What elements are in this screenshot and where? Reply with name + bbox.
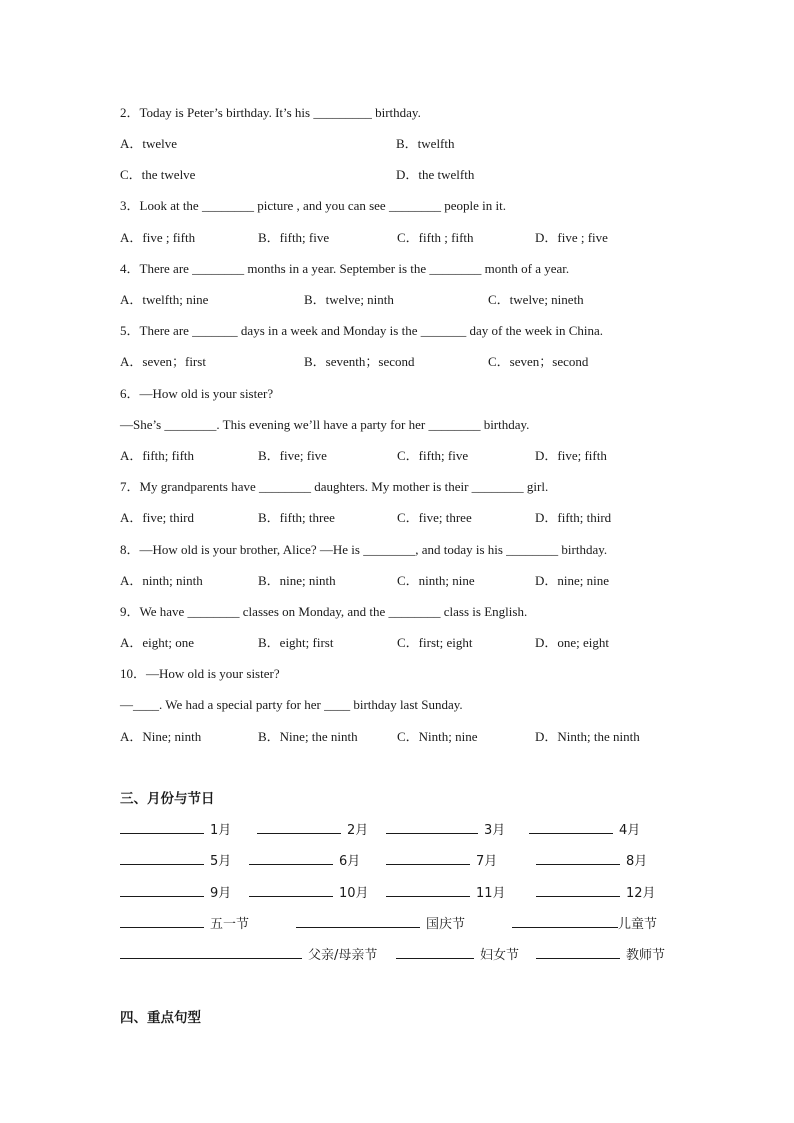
festival-label: 儿童节 bbox=[618, 917, 658, 932]
festival-label: 父亲/母亲节 bbox=[308, 948, 378, 963]
question-6-line2: —She’s ________. This evening we’ll have a party for her ________ birthday. bbox=[120, 417, 530, 432]
option: A．Nine; ninth bbox=[120, 729, 202, 744]
option: B．eight; first bbox=[258, 635, 334, 650]
option: A．eight; one bbox=[120, 635, 195, 650]
option: D．Ninth; the ninth bbox=[535, 729, 640, 744]
month-label: 1月 bbox=[210, 823, 232, 838]
festival-label: 五一节 bbox=[210, 917, 250, 932]
option: D．one; eight bbox=[535, 635, 610, 650]
option: C．twelve; nineth bbox=[488, 292, 584, 307]
option: A．five ; fifth bbox=[120, 230, 196, 245]
festivals-row-1 bbox=[120, 915, 680, 933]
option: C．fifth ; fifth bbox=[397, 230, 474, 245]
month-label: 11月 bbox=[476, 886, 506, 901]
options-6 bbox=[120, 447, 680, 465]
month-label: 6月 bbox=[339, 854, 361, 869]
festivals-row-2 bbox=[120, 946, 680, 964]
month-label: 5月 bbox=[210, 854, 232, 869]
question-10: 10．—How old is your sister? bbox=[120, 666, 280, 681]
option: A．seven；first bbox=[120, 354, 206, 369]
month-label: 7月 bbox=[476, 854, 498, 869]
option: D．the twelfth bbox=[396, 167, 475, 182]
options-10 bbox=[120, 728, 680, 746]
option: D．fifth; third bbox=[535, 510, 612, 525]
question-5: 5．There are _______ days in a week and Monday is the _______ day of the week in China. bbox=[120, 323, 604, 338]
question-4: 4．There are ________ months in a year. September is the ________ month of a year. bbox=[120, 261, 570, 276]
option: C．first; eight bbox=[397, 635, 473, 650]
months-row-3 bbox=[120, 884, 680, 902]
festival-label: 国庆节 bbox=[426, 917, 466, 932]
option: B．five; five bbox=[258, 448, 327, 463]
section-4-title: 四、重点句型 bbox=[120, 1010, 201, 1026]
options-3 bbox=[120, 229, 680, 247]
options-4 bbox=[120, 291, 680, 309]
question-10-line2: —____. We had a special party for her ____ birthday last Sunday. bbox=[120, 697, 463, 712]
months-row-1 bbox=[120, 821, 680, 839]
option: D．five ; five bbox=[535, 230, 608, 245]
option: A．twelve bbox=[120, 136, 178, 151]
options-2 bbox=[120, 135, 680, 153]
option: B．fifth; five bbox=[258, 230, 330, 245]
option: C．five; three bbox=[397, 510, 472, 525]
month-label: 8月 bbox=[626, 854, 648, 869]
option: B．seventh；second bbox=[304, 354, 415, 369]
option: D．nine; nine bbox=[535, 573, 610, 588]
question-7: 7．My grandparents have ________ daughters. My mother is their ________ girl. bbox=[120, 479, 549, 494]
option: C．fifth; five bbox=[397, 448, 469, 463]
month-label: 2月 bbox=[347, 823, 369, 838]
option: A．fifth; fifth bbox=[120, 448, 195, 463]
question-3: 3．Look at the ________ picture , and you can see ________ people in it. bbox=[120, 198, 506, 213]
option: C．seven；second bbox=[488, 354, 589, 369]
month-label: 12月 bbox=[626, 886, 656, 901]
section-3-title: 三、月份与节日 bbox=[120, 791, 215, 807]
option: A．twelfth; nine bbox=[120, 292, 209, 307]
month-label: 10月 bbox=[339, 886, 369, 901]
option: B．twelve; ninth bbox=[304, 292, 394, 307]
options-7 bbox=[120, 509, 680, 527]
option: C．ninth; nine bbox=[397, 573, 475, 588]
festival-label: 教师节 bbox=[626, 948, 666, 963]
option: A．ninth; ninth bbox=[120, 573, 203, 588]
option: D．five; fifth bbox=[535, 448, 607, 463]
option: C．the twelve bbox=[120, 167, 196, 182]
options-9 bbox=[120, 634, 680, 652]
option: B．Nine; the ninth bbox=[258, 729, 358, 744]
option: B．nine; ninth bbox=[258, 573, 336, 588]
question-8: 8．—How old is your brother, Alice? —He is ________, and today is his ________ birthday. bbox=[120, 542, 608, 557]
option: C．Ninth; nine bbox=[397, 729, 478, 744]
question-2: 2．Today is Peter’s birthday. It’s his _________ birthday. bbox=[120, 105, 421, 120]
month-label: 4月 bbox=[619, 823, 641, 838]
festival-label: 妇女节 bbox=[480, 948, 520, 963]
option: A．five; third bbox=[120, 510, 195, 525]
option: B．fifth; three bbox=[258, 510, 335, 525]
month-label: 3月 bbox=[484, 823, 506, 838]
months-row-2 bbox=[120, 852, 680, 870]
month-label: 9月 bbox=[210, 886, 232, 901]
options-5 bbox=[120, 353, 680, 371]
options-2b bbox=[120, 166, 680, 184]
question-9: 9．We have ________ classes on Monday, and the ________ class is English. bbox=[120, 604, 528, 619]
options-8 bbox=[120, 572, 680, 590]
option: B．twelfth bbox=[396, 136, 455, 151]
question-6: 6．—How old is your sister? bbox=[120, 386, 274, 401]
